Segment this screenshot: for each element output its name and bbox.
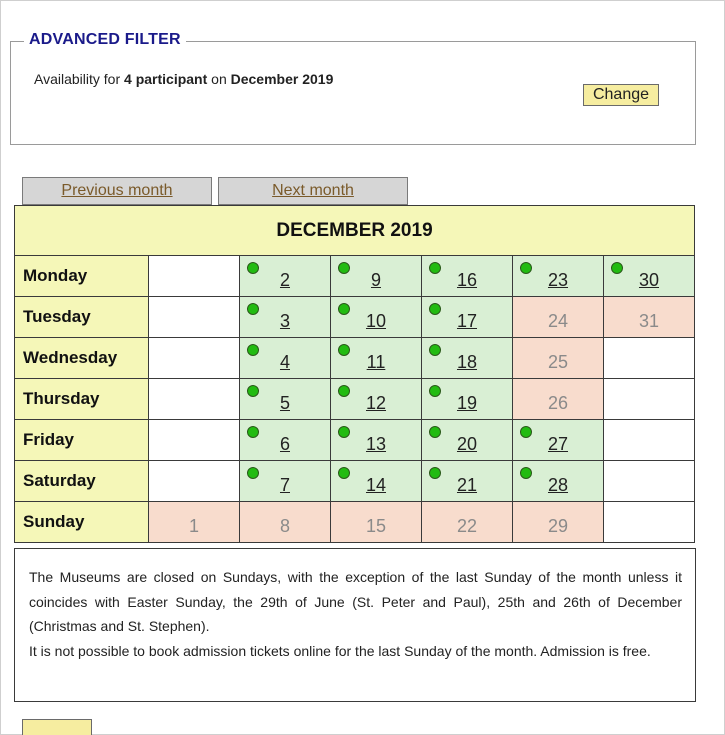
participant-count: 4 participant <box>124 71 208 87</box>
available-day-cell[interactable] <box>331 338 422 379</box>
weekday-label: Wednesday <box>15 338 149 379</box>
availability-dot-icon <box>429 344 441 356</box>
availability-dot-icon <box>338 467 350 479</box>
closed-day-cell <box>422 502 513 543</box>
availability-dot-icon <box>520 426 532 438</box>
day-number: 31 <box>638 310 660 331</box>
calendar-row <box>15 461 695 502</box>
availability-dot-icon <box>247 344 259 356</box>
filter-title: ADVANCED FILTER <box>24 31 186 49</box>
previous-month-button[interactable]: Previous month <box>22 177 212 205</box>
day-link[interactable]: 2 <box>279 269 290 290</box>
available-day-cell[interactable] <box>240 420 331 461</box>
day-number: 26 <box>547 392 569 413</box>
closed-day-cell <box>513 297 604 338</box>
availability-dot-icon <box>429 426 441 438</box>
available-day-cell[interactable] <box>240 297 331 338</box>
day-number: 24 <box>547 310 569 331</box>
available-day-cell[interactable] <box>331 256 422 297</box>
day-link[interactable]: 6 <box>279 433 290 454</box>
calendar-row <box>15 502 695 543</box>
empty-day-cell <box>149 461 240 502</box>
day-link[interactable]: 27 <box>547 433 569 454</box>
available-day-cell[interactable] <box>240 379 331 420</box>
available-day-cell[interactable] <box>604 256 695 297</box>
day-link[interactable]: 23 <box>547 269 569 290</box>
availability-dot-icon <box>429 262 441 274</box>
empty-day-cell <box>149 379 240 420</box>
empty-day-cell <box>604 420 695 461</box>
empty-day-cell <box>149 420 240 461</box>
availability-mid: on <box>207 71 231 87</box>
closed-day-cell <box>331 502 422 543</box>
notes-closure-text: The Museums are closed on Sundays, with the exception of the last Sunday of the month unless it coincides with Easter Sunday, the 29th of June (St. Peter and Paul), 25th and 26th of December (Christmas and St. Stephen). <box>29 569 682 634</box>
availability-dot-icon <box>338 262 350 274</box>
notes-booking-text: It is not possible to book admission tickets online for the last Sunday of the month. Admission is free. <box>29 642 651 659</box>
weekday-label: Sunday <box>15 502 149 543</box>
available-day-cell[interactable] <box>422 256 513 297</box>
day-link[interactable]: 9 <box>370 269 381 290</box>
available-day-cell[interactable] <box>422 420 513 461</box>
calendar-table <box>14 205 695 543</box>
empty-day-cell <box>604 461 695 502</box>
availability-dot-icon <box>429 467 441 479</box>
day-link[interactable]: 5 <box>279 392 290 413</box>
available-day-cell[interactable] <box>422 379 513 420</box>
available-day-cell[interactable] <box>331 297 422 338</box>
empty-day-cell <box>149 297 240 338</box>
available-day-cell[interactable] <box>240 338 331 379</box>
empty-day-cell <box>604 338 695 379</box>
day-link[interactable]: 30 <box>638 269 660 290</box>
availability-dot-icon <box>429 385 441 397</box>
available-day-cell[interactable] <box>240 461 331 502</box>
closed-day-cell <box>513 338 604 379</box>
day-number: 8 <box>279 515 290 536</box>
available-day-cell[interactable] <box>331 379 422 420</box>
empty-day-cell <box>604 502 695 543</box>
day-link[interactable]: 20 <box>456 433 478 454</box>
calendar-row <box>15 297 695 338</box>
day-link[interactable]: 18 <box>456 351 478 372</box>
available-day-cell[interactable] <box>422 461 513 502</box>
empty-day-cell <box>149 256 240 297</box>
day-number: 1 <box>188 515 199 536</box>
bottom-button-partial[interactable] <box>22 719 92 735</box>
empty-day-cell <box>604 379 695 420</box>
day-link[interactable]: 28 <box>547 474 569 495</box>
weekday-label: Friday <box>15 420 149 461</box>
availability-prefix: Availability for <box>34 71 125 87</box>
available-day-cell[interactable] <box>240 256 331 297</box>
weekday-label: Monday <box>15 256 149 297</box>
day-link[interactable]: 21 <box>456 474 478 495</box>
availability-dot-icon <box>611 262 623 274</box>
availability-dot-icon <box>429 303 441 315</box>
closed-day-cell <box>513 379 604 420</box>
available-day-cell[interactable] <box>513 420 604 461</box>
change-button[interactable]: Change <box>583 84 659 106</box>
next-month-button[interactable]: Next month <box>218 177 408 205</box>
available-day-cell[interactable] <box>513 461 604 502</box>
availability-dot-icon <box>247 467 259 479</box>
day-number: 15 <box>365 515 387 536</box>
day-link[interactable]: 3 <box>279 310 290 331</box>
day-link[interactable]: 7 <box>279 474 290 495</box>
day-link[interactable]: 14 <box>365 474 387 495</box>
availability-dot-icon <box>338 426 350 438</box>
closed-day-cell <box>513 502 604 543</box>
day-link[interactable]: 13 <box>365 433 387 454</box>
day-link[interactable]: 16 <box>456 269 478 290</box>
availability-dot-icon <box>247 262 259 274</box>
availability-dot-icon <box>520 262 532 274</box>
availability-dot-icon <box>338 344 350 356</box>
day-number: 25 <box>547 351 569 372</box>
available-day-cell[interactable] <box>331 461 422 502</box>
calendar-row <box>15 420 695 461</box>
day-link[interactable]: 4 <box>279 351 290 372</box>
calendar-row <box>15 256 695 297</box>
closed-day-cell <box>604 297 695 338</box>
available-day-cell[interactable] <box>513 256 604 297</box>
selected-period: December 2019 <box>230 71 334 87</box>
availability-dot-icon <box>247 303 259 315</box>
availability-summary <box>34 71 333 87</box>
empty-day-cell <box>149 338 240 379</box>
day-link[interactable]: 11 <box>366 351 386 372</box>
day-link[interactable]: 17 <box>456 310 478 331</box>
calendar-row <box>15 338 695 379</box>
weekday-label: Saturday <box>15 461 149 502</box>
day-link[interactable]: 19 <box>456 392 478 413</box>
calendar-title: DECEMBER 2019 <box>15 206 695 256</box>
closed-day-cell <box>240 502 331 543</box>
availability-dot-icon <box>247 385 259 397</box>
closed-day-cell <box>149 502 240 543</box>
availability-dot-icon <box>247 426 259 438</box>
day-number: 22 <box>456 515 478 536</box>
available-day-cell[interactable] <box>422 338 513 379</box>
availability-dot-icon <box>338 303 350 315</box>
weekday-label: Thursday <box>15 379 149 420</box>
availability-dot-icon <box>520 467 532 479</box>
day-number: 29 <box>547 515 569 536</box>
availability-dot-icon <box>338 385 350 397</box>
day-link[interactable]: 10 <box>365 310 387 331</box>
weekday-label: Tuesday <box>15 297 149 338</box>
available-day-cell[interactable] <box>422 297 513 338</box>
museum-notes <box>14 548 696 702</box>
available-day-cell[interactable] <box>331 420 422 461</box>
calendar-row <box>15 379 695 420</box>
day-link[interactable]: 12 <box>365 392 387 413</box>
